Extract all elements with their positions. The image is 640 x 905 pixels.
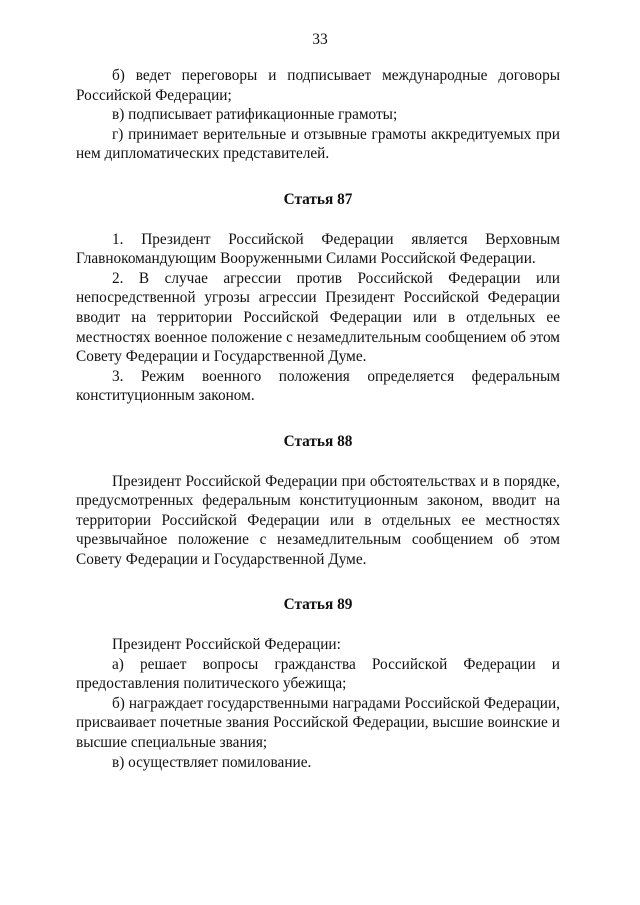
paragraph-art87-3: 3. Режим военного положения определяется федеральным конституционным законом.	[76, 367, 560, 405]
page-number: 33	[312, 31, 328, 48]
paragraph-art86-v: в) подписывает ратификационные грамоты;	[112, 106, 398, 124]
article-88-heading: Статья 88	[283, 432, 353, 450]
paragraph-art89-b: б) награждает государственными наградами Российской Федерации, присваивает почетные звания Российской Федерации, высшие воинские и высшие специальные звания;	[76, 694, 560, 752]
paragraph-art89-a: а) решает вопросы гражданства Российской Федерации и предоставления политического убежища;	[76, 655, 560, 693]
paragraph-art87-1: 1. Президент Российской Федерации является Верховным Главнокомандующим Вооруженными Силами Российской Федерации.	[76, 230, 560, 268]
paragraph-art86-g: г) принимает верительные и отзывные грамоты аккредитуемых при нем дипломатических представителей.	[76, 125, 560, 163]
paragraph-art88: Президент Российской Федерации при обстоятельствах и в порядке, предусмотренных федеральным конституционным законом, вводит на территории Российской Федерации или в отдельных ее местностях чрезвычайное положение с незамедлительным сообщением об этом Совету Федерации и Государственной Думе.	[76, 472, 560, 568]
article-89-heading: Статья 89	[283, 596, 353, 614]
article-87-heading: Статья 87	[283, 190, 353, 208]
paragraph-art86-b: б) ведет переговоры и подписывает международные договоры Российской Федерации;	[76, 67, 560, 104]
paragraph-art87-2: 2. В случае агрессии против Российской Федерации или непосредственной угрозы агрессии Президент Российской Федерации вводит на территории Российской Федерации или в отдельных ее местностях военное положение с незамедлительным сообщением об этом Совету Федерации и Государственной Думе.	[76, 269, 560, 366]
paragraph-art89-intro: Президент Российской Федерации:	[112, 636, 341, 654]
paragraph-art89-v: в) осуществляет помилование.	[112, 753, 312, 771]
document-body	[76, 66, 560, 772]
